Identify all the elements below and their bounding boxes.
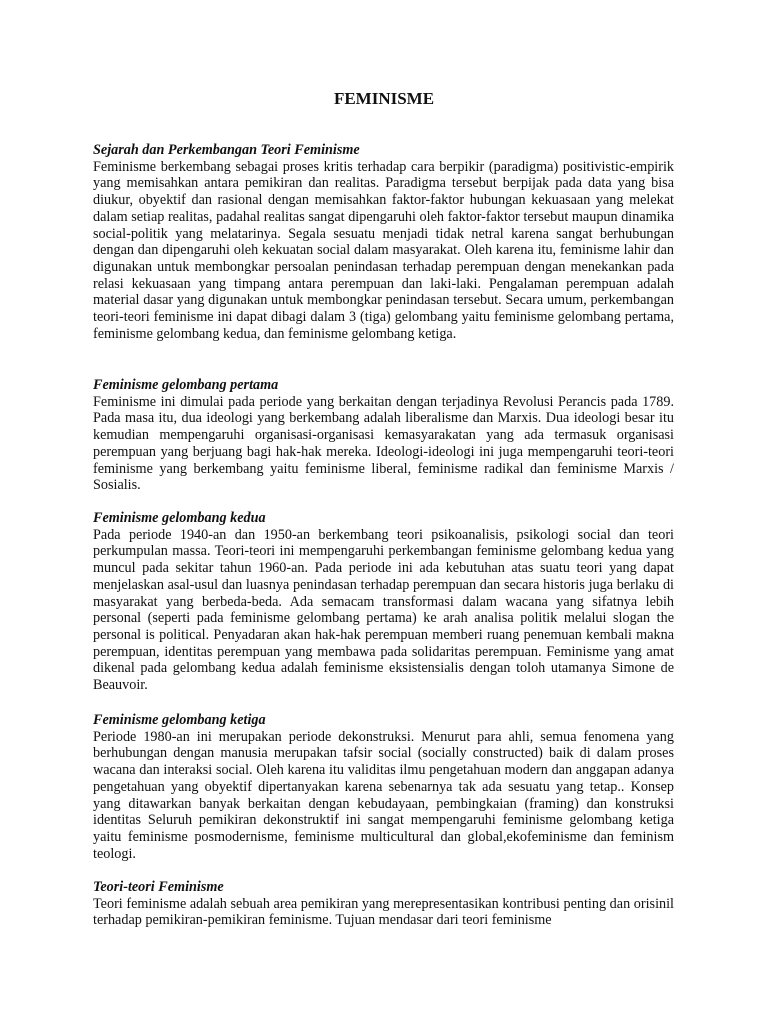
section-sejarah [93,142,674,342]
section-paragraph: Feminisme berkembang sebagai proses kritis terhadap cara berpikir (paradigma) positivistic-empirik yang memisahkan antara pemikiran dan realitas. Paradigma tersebut berpijak pada data yang bisa diukur, obyektif dan rasional dengan memisahkan faktor-faktor hubungan kekuasaan yang melekat dalam setiap realitas, padahal realitas sangat dipengaruhi oleh faktor-faktor tersebut maupun dinamika social-politik yang melatarinya. Segala sesuatu menjadi tidak netral karena sangat berhubungan dengan dan dipengaruhi oleh kekuatan social dalam masyarakat. Oleh karena itu, feminisme lahir dan digunakan untuk membongkar persoalan penindasan terhadap perempuan dengan menekankan pada relasi kekuasaan yang timpang antara perempuan dan laki-laki. Pengalaman perempuan adalah material dasar yang digunakan untuk membongkar penindasan tersebut. Secara umum, perkembangan teori-teori feminisme ini dapat dibagi dalam 3 (tiga) gelombang yaitu feminisme gelombang pertama, feminisme gelombang kedua, dan feminisme gelombang ketiga. [93,158,674,342]
section-paragraph: Teori feminisme adalah sebuah area pemikiran yang merepresentasikan kontribusi penting dan orisinil terhadap pemikiran-pemikiran feminisme. Tujuan mendasar dari teori feminisme [93,895,674,929]
section-heading: Teori-teori Feminisme [93,879,224,895]
document-title: FEMINISME [333,89,435,108]
section-teori-teori [93,879,674,939]
section-paragraph: Periode 1980-an ini merupakan periode dekonstruksi. Menurut para ahli, semua fenomena yang berhubungan dengan manusia merupakan tafsir social (socially constructed) baik di dalam proses wacana dan interaksi social. Oleh karena itu validitas ilmu pengetahuan modern dan anggapan adanya pengetahuan yang obyektif dipertanyakan karena sebenarnya tak ada sesuatu yang tetap.. Konsep yang ditawarkan banyak berkaitan dengan kebudayaan, pembingkaian (framing) dan konstruksi identitas Seluruh pemikiran dekonstruktif ini sangat mempengaruhi feminisme gelombang ketiga yaitu feminisme posmodernisme, feminisme multicultural dan global,ekofeminisme dan feminism teologi. [93,728,674,862]
section-paragraph: Feminisme ini dimulai pada periode yang berkaitan dengan terjadinya Revolusi Perancis pada 1789. Pada masa itu, dua ideologi yang berkembang adalah liberalisme dan Marxis. Dua ideologi besar itu kemudian mempengaruhi organisasi-organisasi kemasyarakatan yang ada termasuk organisasi perempuan yang berjuang bagi hak-hak mereka. Ideologi-ideologi ini juga mempengaruhi teori-teori feminisme yang berkembang yaitu feminisme liberal, feminisme radikal dan feminisme Marxis / Sosialis. [93,393,674,494]
section-paragraph: Pada periode 1940-an dan 1950-an berkembang teori psikoanalisis, psikologi social dan teori perkumpulan massa. Teori-teori ini mempengaruhi perkembangan feminisme gelombang kedua yang muncul pada sekitar tahun 1960-an. Pada periode ini ada kebutuhan atas suatu teori yang dapat menjelaskan asal-usul dan luasnya penindasan terhadap perempuan dan secara historis juga berlaku di masyarakat yang berbeda-beda. Ada semacam transformasi dalam wacana yang sifatnya lebih personal (seperti pada feminisme gelombang pertama) ke arah analisa politik melalui slogan the personal is political. Penyadaran akan hak-hak perempuan memberi ruang penemuan kembali makna perempuan, identitas perempuan yang membawa pada solidaritas perempuan. Feminisme yang amat dikenal pada gelombang kedua adalah feminisme eksistensialis dengan toloh utamanya Simone de Beauvoir. [93,526,674,694]
section-heading: Feminisme gelombang kedua [93,510,266,526]
section-heading: Feminisme gelombang ketiga [93,712,266,728]
section-gelombang-ketiga [93,712,674,862]
section-heading: Feminisme gelombang pertama [93,377,279,393]
section-gelombang-kedua [93,510,674,694]
section-gelombang-pertama [93,377,674,494]
section-heading: Sejarah dan Perkembangan Teori Feminisme [93,142,360,158]
